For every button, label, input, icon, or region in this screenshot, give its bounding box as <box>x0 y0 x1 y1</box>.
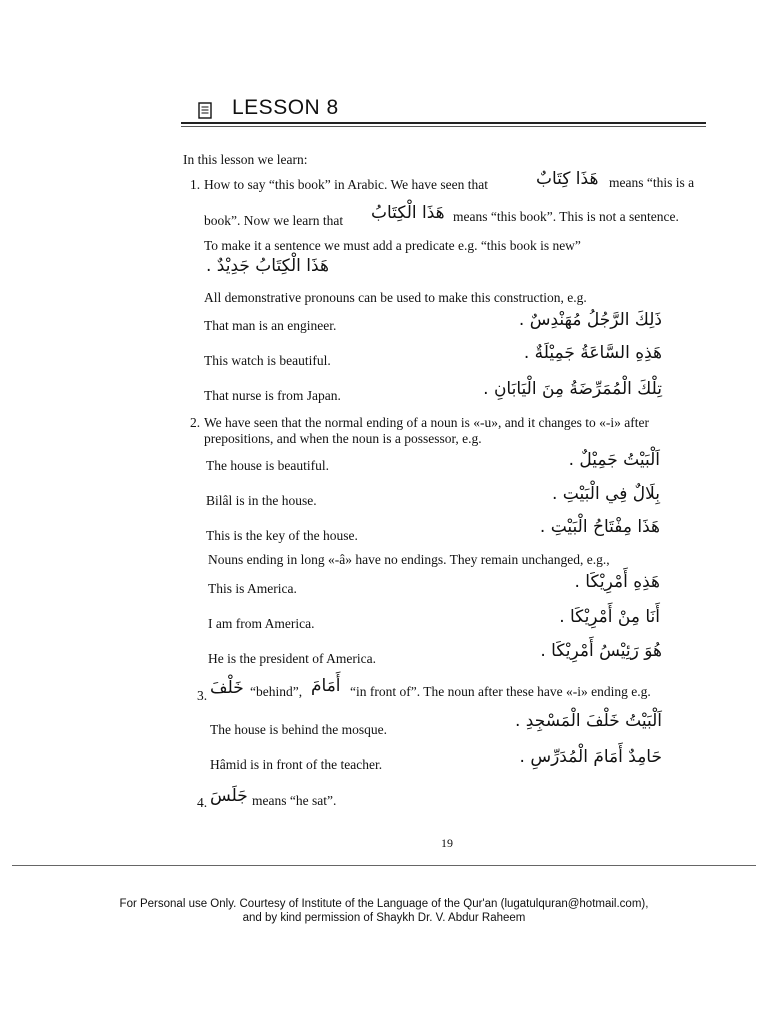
example-en: This is the key of the house. <box>206 528 358 543</box>
footer <box>0 897 768 925</box>
example-ar: هَذِهِ السَّاعَةُ جَمِيْلَةٌ . <box>523 343 662 363</box>
example-en: This watch is beautiful. <box>204 353 331 368</box>
example-en: Hâmid is in front of the teacher. <box>210 757 383 772</box>
section-1-line4-arabic: هَذَا الْكِتَابُ جَدِيْدٌ . <box>206 256 329 276</box>
example-en: The house is behind the mosque. <box>210 722 387 737</box>
example-en: That man is an engineer. <box>204 318 337 333</box>
footer-rule <box>12 865 756 866</box>
section-1-line2-arabic: هَذَا الْكِتَابُ <box>371 203 445 223</box>
footer-line-1: For Personal use Only. Courtesy of Institute of the Language of the Qur'an (lugatulquran@hotmail.com), <box>119 898 649 910</box>
header-rule-thin <box>181 126 706 127</box>
example-en: That nurse is from Japan. <box>204 388 341 403</box>
section-2-line2: prepositions, and when the noun is a possessor, e.g. <box>204 431 482 446</box>
section-1-line2a: book”. Now we learn that <box>204 213 344 228</box>
book-page-icon <box>198 102 212 119</box>
example-ar: هُوَ رَئِيْسُ أَمْرِيْكَا . <box>540 641 662 661</box>
section-1-line3: To make it a sentence we must add a predicate e.g. “this book is new” <box>204 238 581 253</box>
example-ar: اَلْبَيْتُ جَمِيْلٌ . <box>568 450 660 470</box>
section-1-line1a: How to say “this book” in Arabic. We have seen that <box>204 177 488 192</box>
intro-text: In this lesson we learn: <box>183 152 308 167</box>
header-rule-thick <box>181 122 706 124</box>
example-ar: اَلْبَيْتُ خَلْفَ الْمَسْجِدِ . <box>515 711 662 731</box>
section-1-line2b: means “this book”. This is not a sentence. <box>453 209 679 224</box>
example-ar: ذَلِكَ الرَّجُلُ مُهَنْدِسٌ . <box>518 310 662 330</box>
example-ar: تِلْكَ الْمُمَرِّضَةُ مِنَ الْيَابَانِ . <box>483 379 662 399</box>
section-1-line5: All demonstrative pronouns can be used to make this construction, e.g. <box>204 290 587 305</box>
section-3-arabic-behind: خَلْفَ <box>210 678 244 698</box>
section-4-number: 4. <box>197 795 208 810</box>
example-ar: هَذَا مِفْتَاحُ الْبَيْتِ . <box>539 517 660 537</box>
section-2-number: 2. <box>190 415 201 430</box>
section-4-text: means “he sat”. <box>252 793 337 808</box>
example-en: This is America. <box>208 581 297 596</box>
section-3-text2: “in front of”. The noun after these have «-i» ending e.g. <box>350 684 651 699</box>
example-ar: هَذِهِ أَمْرِيْكَا . <box>574 572 660 592</box>
section-1-number: 1. <box>190 177 201 192</box>
footer-line-2: and by kind permission of Shaykh Dr. V. Abdur Raheem <box>242 912 526 924</box>
section-3-number: 3. <box>197 688 208 703</box>
example-ar: أَنَا مِنْ أَمْرِيْكَا . <box>559 607 660 627</box>
page-number: 19 <box>441 836 453 850</box>
section-4-arabic: جَلَسَ <box>210 786 248 806</box>
example-en: The house is beautiful. <box>206 458 329 473</box>
section-1-line1b: means “this is a <box>609 175 695 190</box>
section-1-line1-arabic: هَذَا كِتَابٌ <box>536 169 599 189</box>
section-3-arabic-front: أَمَامَ <box>311 676 341 696</box>
section-2-note: Nouns ending in long «-â» have no endings. They remain unchanged, e.g., <box>208 552 610 567</box>
example-en: He is the president of America. <box>208 651 376 666</box>
section-3-text1: “behind”, <box>250 684 303 699</box>
lesson-title: LESSON 8 <box>232 96 339 119</box>
example-ar: بِلَالٌ فِي الْبَيْتِ . <box>552 484 660 504</box>
section-2-line1: We have seen that the normal ending of a noun is «-u», and it changes to «-i» after <box>204 415 650 430</box>
example-en: Bilâl is in the house. <box>206 493 317 508</box>
example-ar: حَامِدٌ أَمَامَ الْمُدَرِّسِ . <box>519 747 662 767</box>
example-en: I am from America. <box>208 616 315 631</box>
